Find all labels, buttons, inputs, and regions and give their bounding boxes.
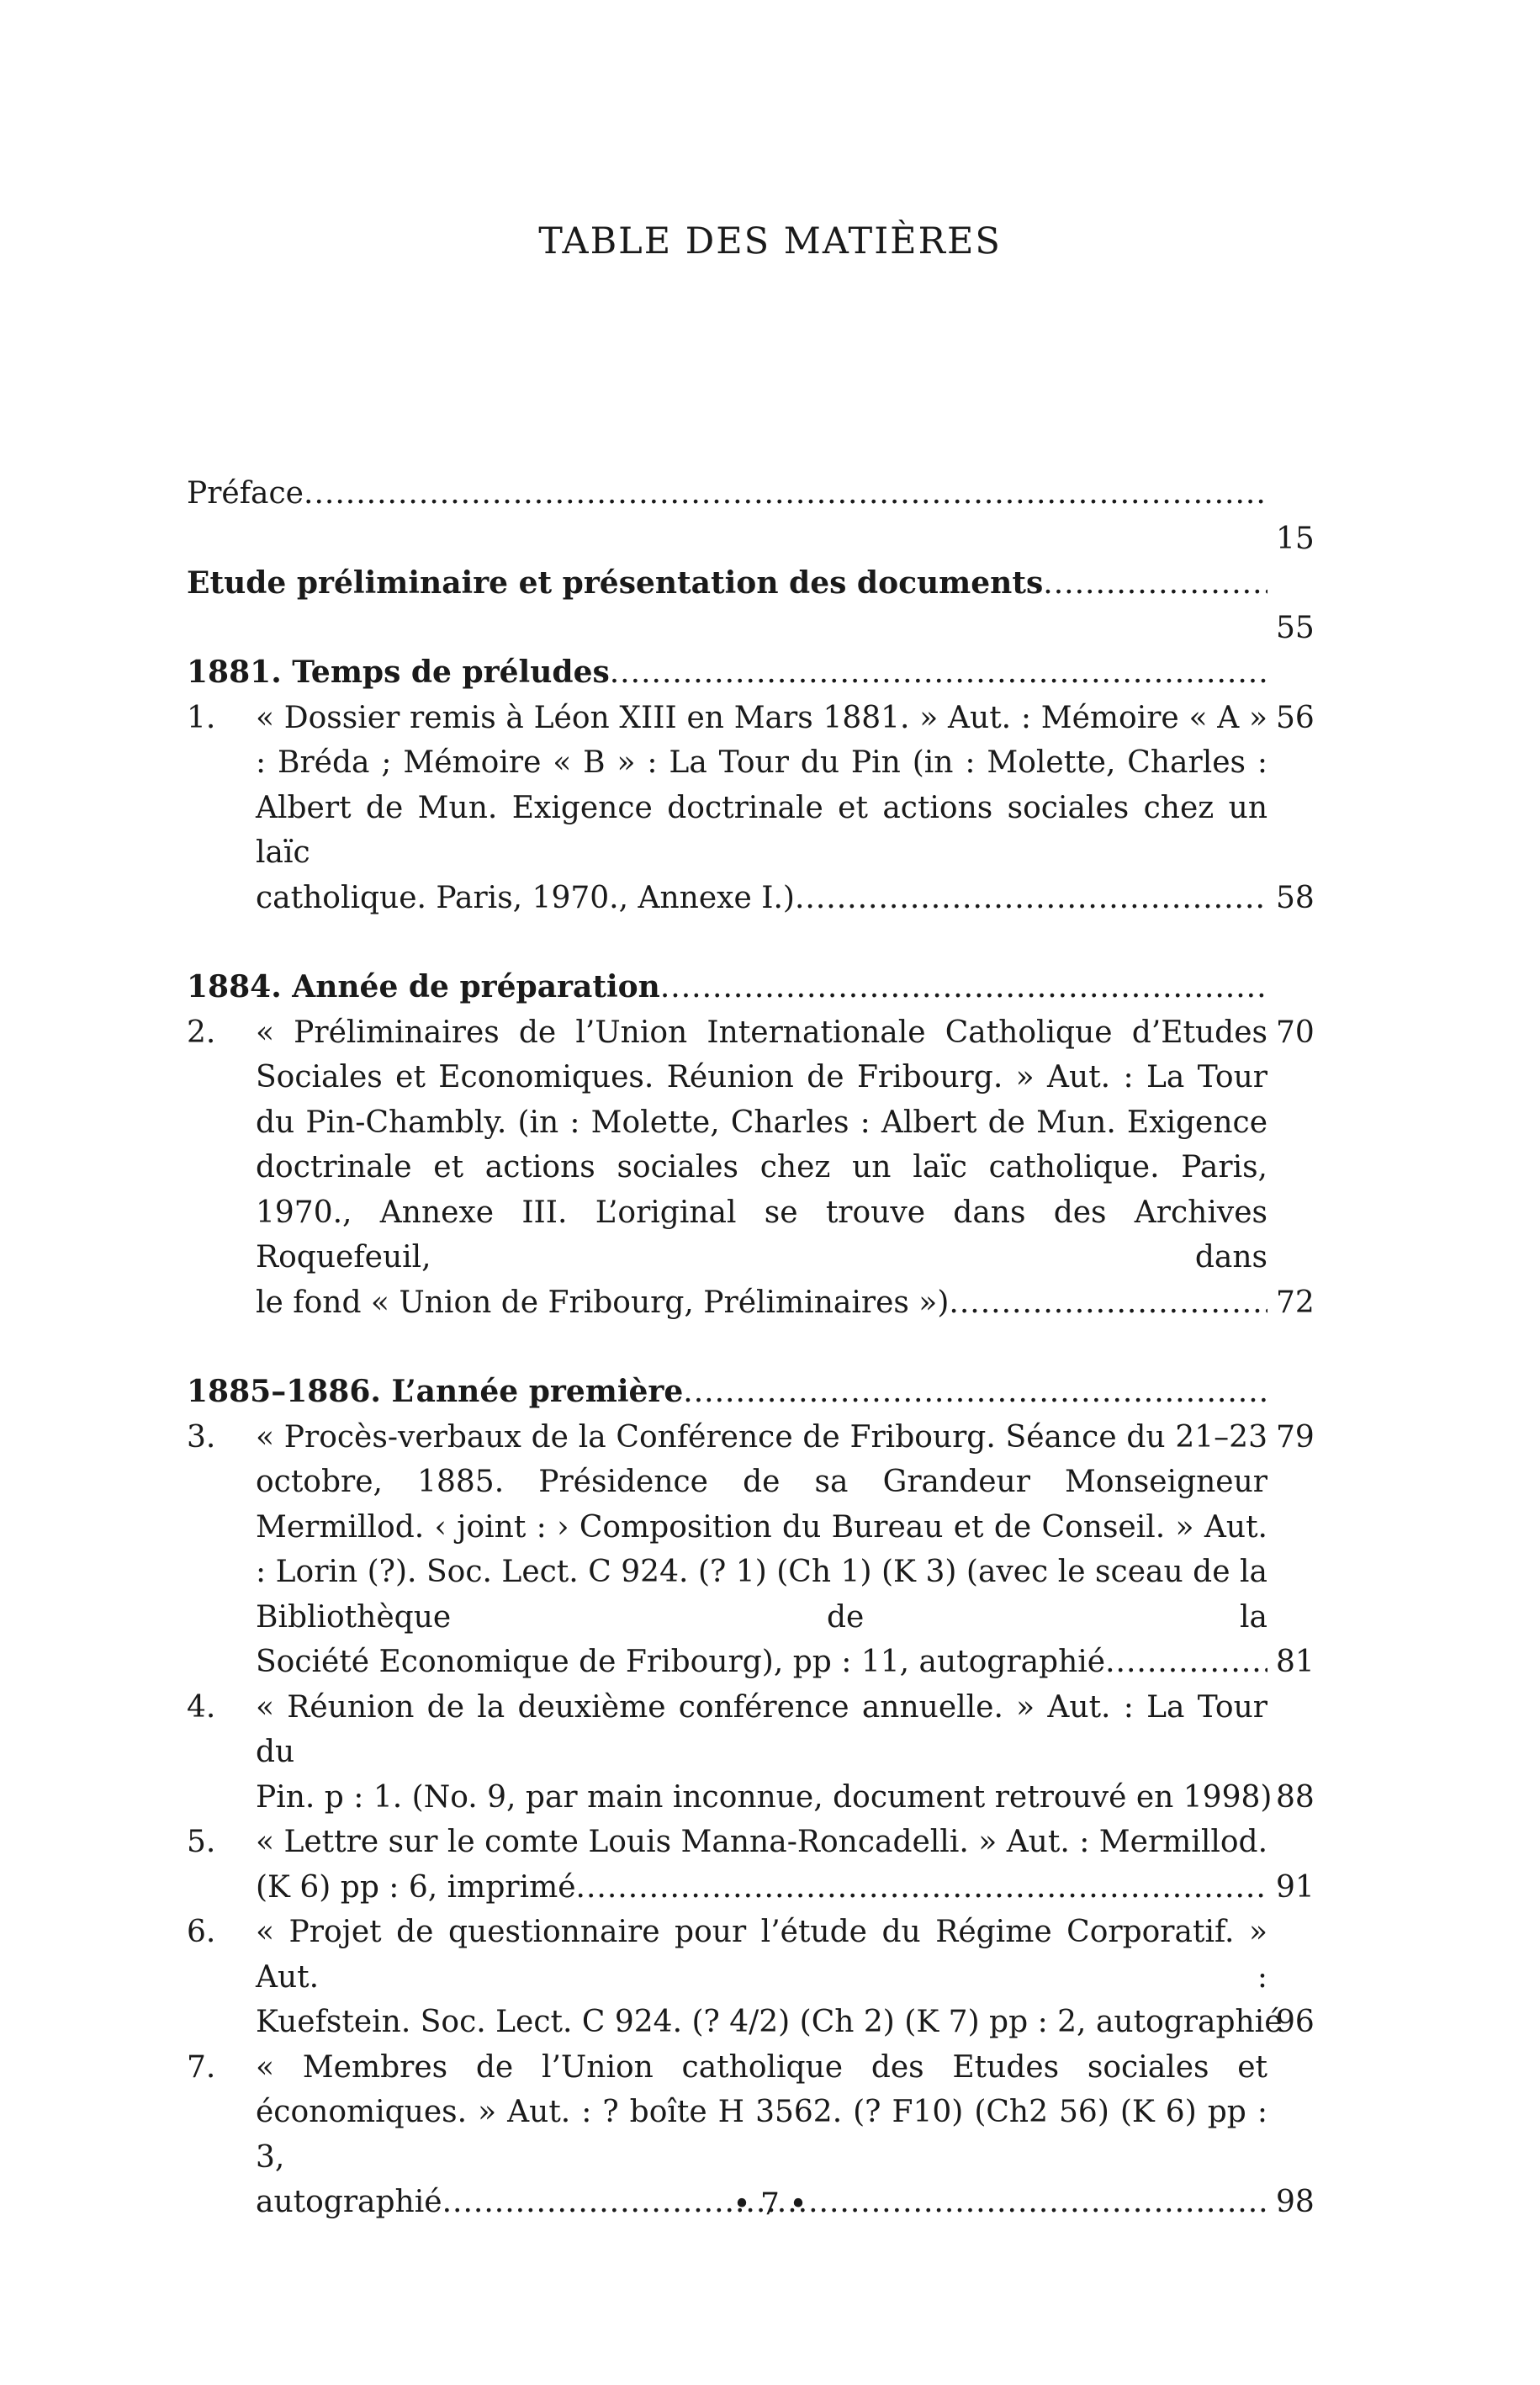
page-number: 72 [1276,1285,1315,1320]
document-description: « Membres de l’Union catholique des Etudes sociales et économiques. » Aut. : ? boîte H 3562. (? F10) (Ch2 56) (K 6) pp : 3, [256,2049,1267,2175]
toc-section-title: 1881. Temps de préludes [187,655,610,690]
toc-section-1881[interactable] [187,650,1336,735]
document-description: « Lettre sur le comte Louis Manna-Roncadelli. » Aut. : Mermillod. [256,1825,1268,1859]
leader-dots [1043,561,1267,607]
document-description-end: catholique. Paris, 1970., Annexe I.) [256,880,795,915]
document-description: « Réunion de la deuxième conférence annuelle. » Aut. : La Tour du [256,1689,1267,1769]
leader-dots [795,876,1267,921]
page-number: 56 [1276,700,1315,735]
toc-document-5[interactable] [187,1820,1336,1910]
toc-entry-title: Préface [187,476,304,511]
document-description-end: (K 6) pp : 6, imprimé [256,1869,576,1905]
document-description: « Procès-verbaux de la Conférence de Fribourg. Séance du 21–23 octobre, 1885. Présidence de sa Grandeur Monseigneur Mermillod. ‹ joint : › Composition du Bureau et de Conseil. » Aut. : Lorin (?). Soc. Lect. C 924. (? 1) (Ch 1) (K 3) (avec le sceau de la Bibliothèque de la [256,1419,1267,1635]
document-number: 3. [187,1419,216,1455]
toc-entry-preface[interactable] [187,471,1336,556]
page-number: 58 [1276,880,1315,915]
table-of-contents [187,471,1336,2225]
leader-dots [683,1370,1267,1415]
page-number: 70 [1276,1015,1315,1050]
document-description-end: autographié [256,2185,442,2219]
document-description-end: le fond « Union de Fribourg, Préliminaires ») [256,1285,950,1320]
toc-section-title: 1884. Année de préparation [187,969,660,1004]
folio-page-number: • 7 • [733,2187,807,2222]
toc-document-1[interactable] [187,696,1336,921]
document-description: « Projet de questionnaire pour l’étude du Régime Corporatif. » Aut. : [256,1915,1267,1995]
leader-dots [660,965,1267,1010]
toc-section-1884[interactable] [187,965,1336,1050]
toc-document-6[interactable] [187,1910,1336,2045]
leader-dots [1105,1640,1267,1685]
document-number: 1. [187,700,216,735]
document-description-end: Société Economique de Fribourg), pp : 11, autographié [256,1645,1106,1679]
page-number: 96 [1276,2005,1315,2039]
toc-document-3[interactable] [187,1415,1336,1685]
document-number: 5. [187,1825,216,1859]
toc-document-4[interactable] [187,1685,1336,1821]
page-title: TABLE DES MATIÈRES [538,220,1002,262]
page-number: 15 [1276,521,1315,556]
page-number: 91 [1276,1869,1315,1905]
page-number: 98 [1276,2185,1315,2219]
toc-entry-etude[interactable] [187,561,1336,645]
document-description: « Préliminaires de l’Union Internationale Catholique d’Etudes Sociales et Economiques. Réunion de Fribourg. » Aut. : La Tour du Pin-Chambly. (in : Molette, Charles : Albert de Mun. Exigence doctrinale et actions sociales chez un laïc catholique. Paris, 1970., Annexe III. L’original se trouve dans des Archives Roquefeuil, dans [256,1015,1267,1275]
page-number: 55 [1276,611,1315,645]
document-number: 6. [187,1915,216,1949]
toc-document-2[interactable] [187,1010,1336,1326]
page-number: 88 [1276,1779,1315,1815]
page-number: 79 [1276,1419,1315,1455]
document-description-end: Pin. p : 1. (No. 9, par main inconnue, document retrouvé en 1998) [256,1779,1273,1815]
page-number: 81 [1276,1645,1315,1679]
document-description: « Dossier remis à Léon XIII en Mars 1881. » Aut. : Mémoire « A » : Bréda ; Mémoire « B » : La Tour du Pin (in : Molette, Charles : Albert de Mun. Exigence doctrinale et actions sociales chez un laïc [256,700,1267,870]
leader-dots [949,1280,1267,1326]
document-number: 7. [187,2049,216,2085]
leader-dots [304,471,1267,517]
document-number: 4. [187,1689,216,1725]
toc-entry-title: Etude préliminaire et présentation des documents [187,564,1044,601]
document-description-end: Kuefstein. Soc. Lect. C 924. (? 4/2) (Ch 2) (K 7) pp : 2, autographié [256,2005,1283,2039]
leader-dots [610,650,1267,696]
toc-section-title: 1885–1886. L’année première [187,1374,684,1409]
leader-dots [576,1865,1267,1911]
toc-section-1885[interactable] [187,1370,1336,1455]
document-number: 2. [187,1015,216,1050]
